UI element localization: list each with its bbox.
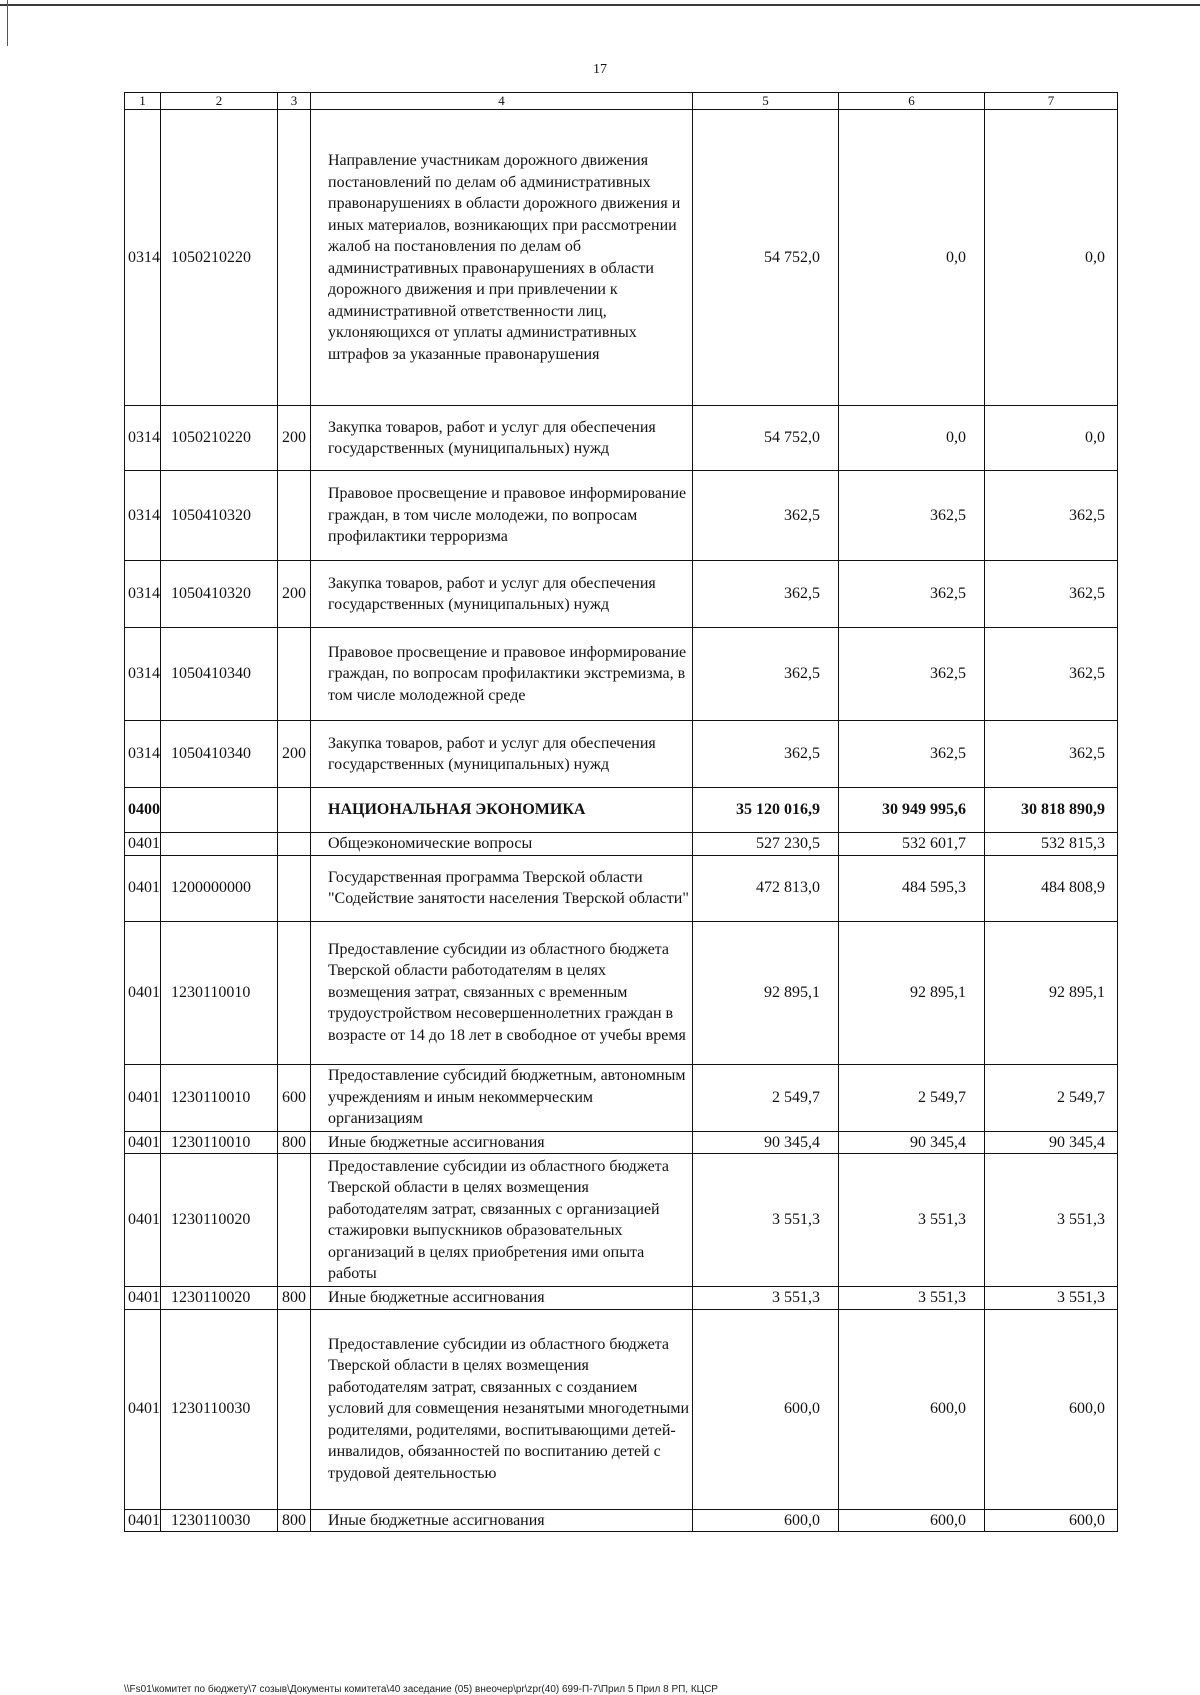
amount-col-5: 3 551,3	[693, 1154, 839, 1287]
amount-col-7: 3 551,3	[985, 1154, 1118, 1287]
table-header-row	[125, 93, 1118, 110]
expense-type-code: 800	[278, 1287, 311, 1310]
target-article-code: 1050410320	[161, 471, 278, 561]
header-cell-6: 6	[839, 93, 985, 110]
amount-col-7: 484 808,9	[985, 855, 1118, 921]
item-description: Правовое просвещение и правовое информирование граждан, в том числе молодежи, по вопросам профилактики терроризма	[311, 471, 693, 561]
table-row	[125, 1154, 1118, 1287]
amount-col-7: 600,0	[985, 1309, 1118, 1509]
expense-type-code	[278, 833, 311, 856]
target-article-code: 1230110030	[161, 1509, 278, 1532]
left-margin-line	[7, 0, 8, 46]
item-description: Закупка товаров, работ и услуг для обеспечения государственных (муниципальных) нужд	[311, 721, 693, 788]
target-article-code: 1230110030	[161, 1309, 278, 1509]
amount-col-7: 2 549,7	[985, 1064, 1118, 1131]
expense-type-code	[278, 1154, 311, 1287]
expense-type-code	[278, 788, 311, 833]
item-description: Иные бюджетные ассигнования	[311, 1287, 693, 1310]
expense-type-code	[278, 855, 311, 921]
section-code: 0401	[125, 1509, 161, 1532]
expense-type-code: 800	[278, 1131, 311, 1154]
amount-col-6: 90 345,4	[839, 1131, 985, 1154]
amount-col-7: 600,0	[985, 1509, 1118, 1532]
section-code: 0400	[125, 788, 161, 833]
amount-col-5: 2 549,7	[693, 1064, 839, 1131]
header-cell-2: 2	[161, 93, 278, 110]
target-article-code: 1230110020	[161, 1287, 278, 1310]
header-cell-3: 3	[278, 93, 311, 110]
amount-col-7: 362,5	[985, 628, 1118, 721]
amount-col-6: 362,5	[839, 628, 985, 721]
page-number: 17	[593, 62, 607, 77]
target-article-code: 1230110010	[161, 1064, 278, 1131]
amount-col-6: 600,0	[839, 1309, 985, 1509]
section-code: 0314	[125, 110, 161, 406]
amount-col-6: 362,5	[839, 721, 985, 788]
amount-col-5: 600,0	[693, 1509, 839, 1532]
table-row	[125, 833, 1118, 856]
amount-col-7: 0,0	[985, 406, 1118, 471]
budget-table	[124, 92, 1118, 1532]
amount-col-7: 30 818 890,9	[985, 788, 1118, 833]
amount-col-6: 3 551,3	[839, 1154, 985, 1287]
expense-type-code	[278, 471, 311, 561]
amount-col-5: 600,0	[693, 1309, 839, 1509]
item-description: НАЦИОНАЛЬНАЯ ЭКОНОМИКА	[311, 788, 693, 833]
amount-col-6: 484 595,3	[839, 855, 985, 921]
table-row	[125, 921, 1118, 1064]
target-article-code	[161, 788, 278, 833]
expense-type-code: 200	[278, 406, 311, 471]
expense-type-code	[278, 628, 311, 721]
amount-col-5: 527 230,5	[693, 833, 839, 856]
amount-col-7: 90 345,4	[985, 1131, 1118, 1154]
table-row	[125, 1287, 1118, 1310]
expense-type-code: 200	[278, 561, 311, 628]
item-description: Правовое просвещение и правовое информирование граждан, по вопросам профилактики экстремизма, в том числе молодежной среде	[311, 628, 693, 721]
amount-col-6: 30 949 995,6	[839, 788, 985, 833]
expense-type-code	[278, 1309, 311, 1509]
amount-col-5: 54 752,0	[693, 110, 839, 406]
item-description: Закупка товаров, работ и услуг для обеспечения государственных (муниципальных) нужд	[311, 406, 693, 471]
amount-col-6: 92 895,1	[839, 921, 985, 1064]
target-article-code: 1050410320	[161, 561, 278, 628]
section-code: 0401	[125, 1064, 161, 1131]
section-code: 0401	[125, 833, 161, 856]
section-code: 0401	[125, 921, 161, 1064]
amount-col-5: 362,5	[693, 628, 839, 721]
target-article-code: 1230110010	[161, 921, 278, 1064]
table-row	[125, 1131, 1118, 1154]
item-description: Предоставление субсидий бюджетным, автономным учреждениям и иным некоммерческим организациям	[311, 1064, 693, 1131]
section-code: 0401	[125, 1287, 161, 1310]
target-article-code: 1200000000	[161, 855, 278, 921]
amount-col-7: 362,5	[985, 561, 1118, 628]
amount-col-7: 362,5	[985, 721, 1118, 788]
target-article-code: 1050210220	[161, 110, 278, 406]
section-code: 0314	[125, 628, 161, 721]
expense-type-code: 800	[278, 1509, 311, 1532]
header-cell-5: 5	[693, 93, 839, 110]
amount-col-5: 472 813,0	[693, 855, 839, 921]
item-description: Общеэкономические вопросы	[311, 833, 693, 856]
amount-col-5: 3 551,3	[693, 1287, 839, 1310]
amount-col-5: 362,5	[693, 561, 839, 628]
amount-col-7: 3 551,3	[985, 1287, 1118, 1310]
section-code: 0401	[125, 1131, 161, 1154]
target-article-code: 1230110010	[161, 1131, 278, 1154]
section-code: 0314	[125, 406, 161, 471]
table-row	[125, 1064, 1118, 1131]
amount-col-5: 90 345,4	[693, 1131, 839, 1154]
expense-type-code	[278, 921, 311, 1064]
table-row	[125, 406, 1118, 471]
amount-col-6: 362,5	[839, 561, 985, 628]
top-border-line	[0, 4, 1200, 6]
item-description: Предоставление субсидии из областного бюджета Тверской области в целях возмещения работодателям затрат, связанных с созданием условий для совмещения незанятыми многодетными родителями, родителями, воспитывающими детей-инвалидов, обязанностей по воспитанию детей с трудовой деятельностью	[311, 1309, 693, 1509]
table-row-section-total	[125, 788, 1118, 833]
amount-col-6: 0,0	[839, 406, 985, 471]
expense-type-code	[278, 110, 311, 406]
amount-col-6: 600,0	[839, 1509, 985, 1532]
table-row	[125, 628, 1118, 721]
header-cell-7: 7	[985, 93, 1118, 110]
section-code: 0314	[125, 471, 161, 561]
header-cell-1: 1	[125, 93, 161, 110]
table-row	[125, 1509, 1118, 1532]
table-row	[125, 855, 1118, 921]
section-code: 0401	[125, 1309, 161, 1509]
amount-col-7: 0,0	[985, 110, 1118, 406]
section-code: 0401	[125, 855, 161, 921]
amount-col-6: 0,0	[839, 110, 985, 406]
expense-type-code: 600	[278, 1064, 311, 1131]
item-description: Иные бюджетные ассигнования	[311, 1509, 693, 1532]
amount-col-5: 362,5	[693, 721, 839, 788]
table-row	[125, 471, 1118, 561]
item-description: Государственная программа Тверской области "Содействие занятости населения Тверской области"	[311, 855, 693, 921]
target-article-code: 1050410340	[161, 721, 278, 788]
file-path-footer: \\Fs01\комитет по бюджету\7 созыв\Документы комитета\40 заседание (05) внеочер\pr\zpr(40) 699-П-7\Прил 5 Прил 8 РП, КЦСР	[124, 1684, 718, 1695]
section-code: 0314	[125, 721, 161, 788]
item-description: Предоставление субсидии из областного бюджета Тверской области в целях возмещения работодателям затрат, связанных с организацией стажировки выпускников образовательных организаций в целях приобретения ими опыта работы	[311, 1154, 693, 1287]
header-cell-4: 4	[311, 93, 693, 110]
amount-col-6: 2 549,7	[839, 1064, 985, 1131]
table-row	[125, 110, 1118, 406]
amount-col-6: 362,5	[839, 471, 985, 561]
section-code: 0401	[125, 1154, 161, 1287]
table-row	[125, 721, 1118, 788]
amount-col-7: 92 895,1	[985, 921, 1118, 1064]
target-article-code: 1230110020	[161, 1154, 278, 1287]
item-description: Закупка товаров, работ и услуг для обеспечения государственных (муниципальных) нужд	[311, 561, 693, 628]
target-article-code: 1050410340	[161, 628, 278, 721]
section-code: 0314	[125, 561, 161, 628]
amount-col-5: 362,5	[693, 471, 839, 561]
amount-col-6: 532 601,7	[839, 833, 985, 856]
item-description: Иные бюджетные ассигнования	[311, 1131, 693, 1154]
item-description: Направление участникам дорожного движения постановлений по делам об административных правонарушениях в области дорожного движения и иных материалов, возникающих при рассмотрении жалоб на постановления по делам об административных правонарушениях в области дорожного движения и при привлечении к административной ответственности лиц, уклоняющихся от уплаты административных штрафов за указанные правонарушения	[311, 110, 693, 406]
table-row	[125, 1309, 1118, 1509]
target-article-code	[161, 833, 278, 856]
amount-col-5: 54 752,0	[693, 406, 839, 471]
table-row	[125, 561, 1118, 628]
amount-col-6: 3 551,3	[839, 1287, 985, 1310]
amount-col-5: 92 895,1	[693, 921, 839, 1064]
amount-col-7: 362,5	[985, 471, 1118, 561]
amount-col-7: 532 815,3	[985, 833, 1118, 856]
target-article-code: 1050210220	[161, 406, 278, 471]
expense-type-code: 200	[278, 721, 311, 788]
item-description: Предоставление субсидии из областного бюджета Тверской области работодателям в целях возмещения затрат, связанных с временным трудоустройством несовершеннолетних граждан в возрасте от 14 до 18 лет в свободное от учебы время	[311, 921, 693, 1064]
amount-col-5: 35 120 016,9	[693, 788, 839, 833]
